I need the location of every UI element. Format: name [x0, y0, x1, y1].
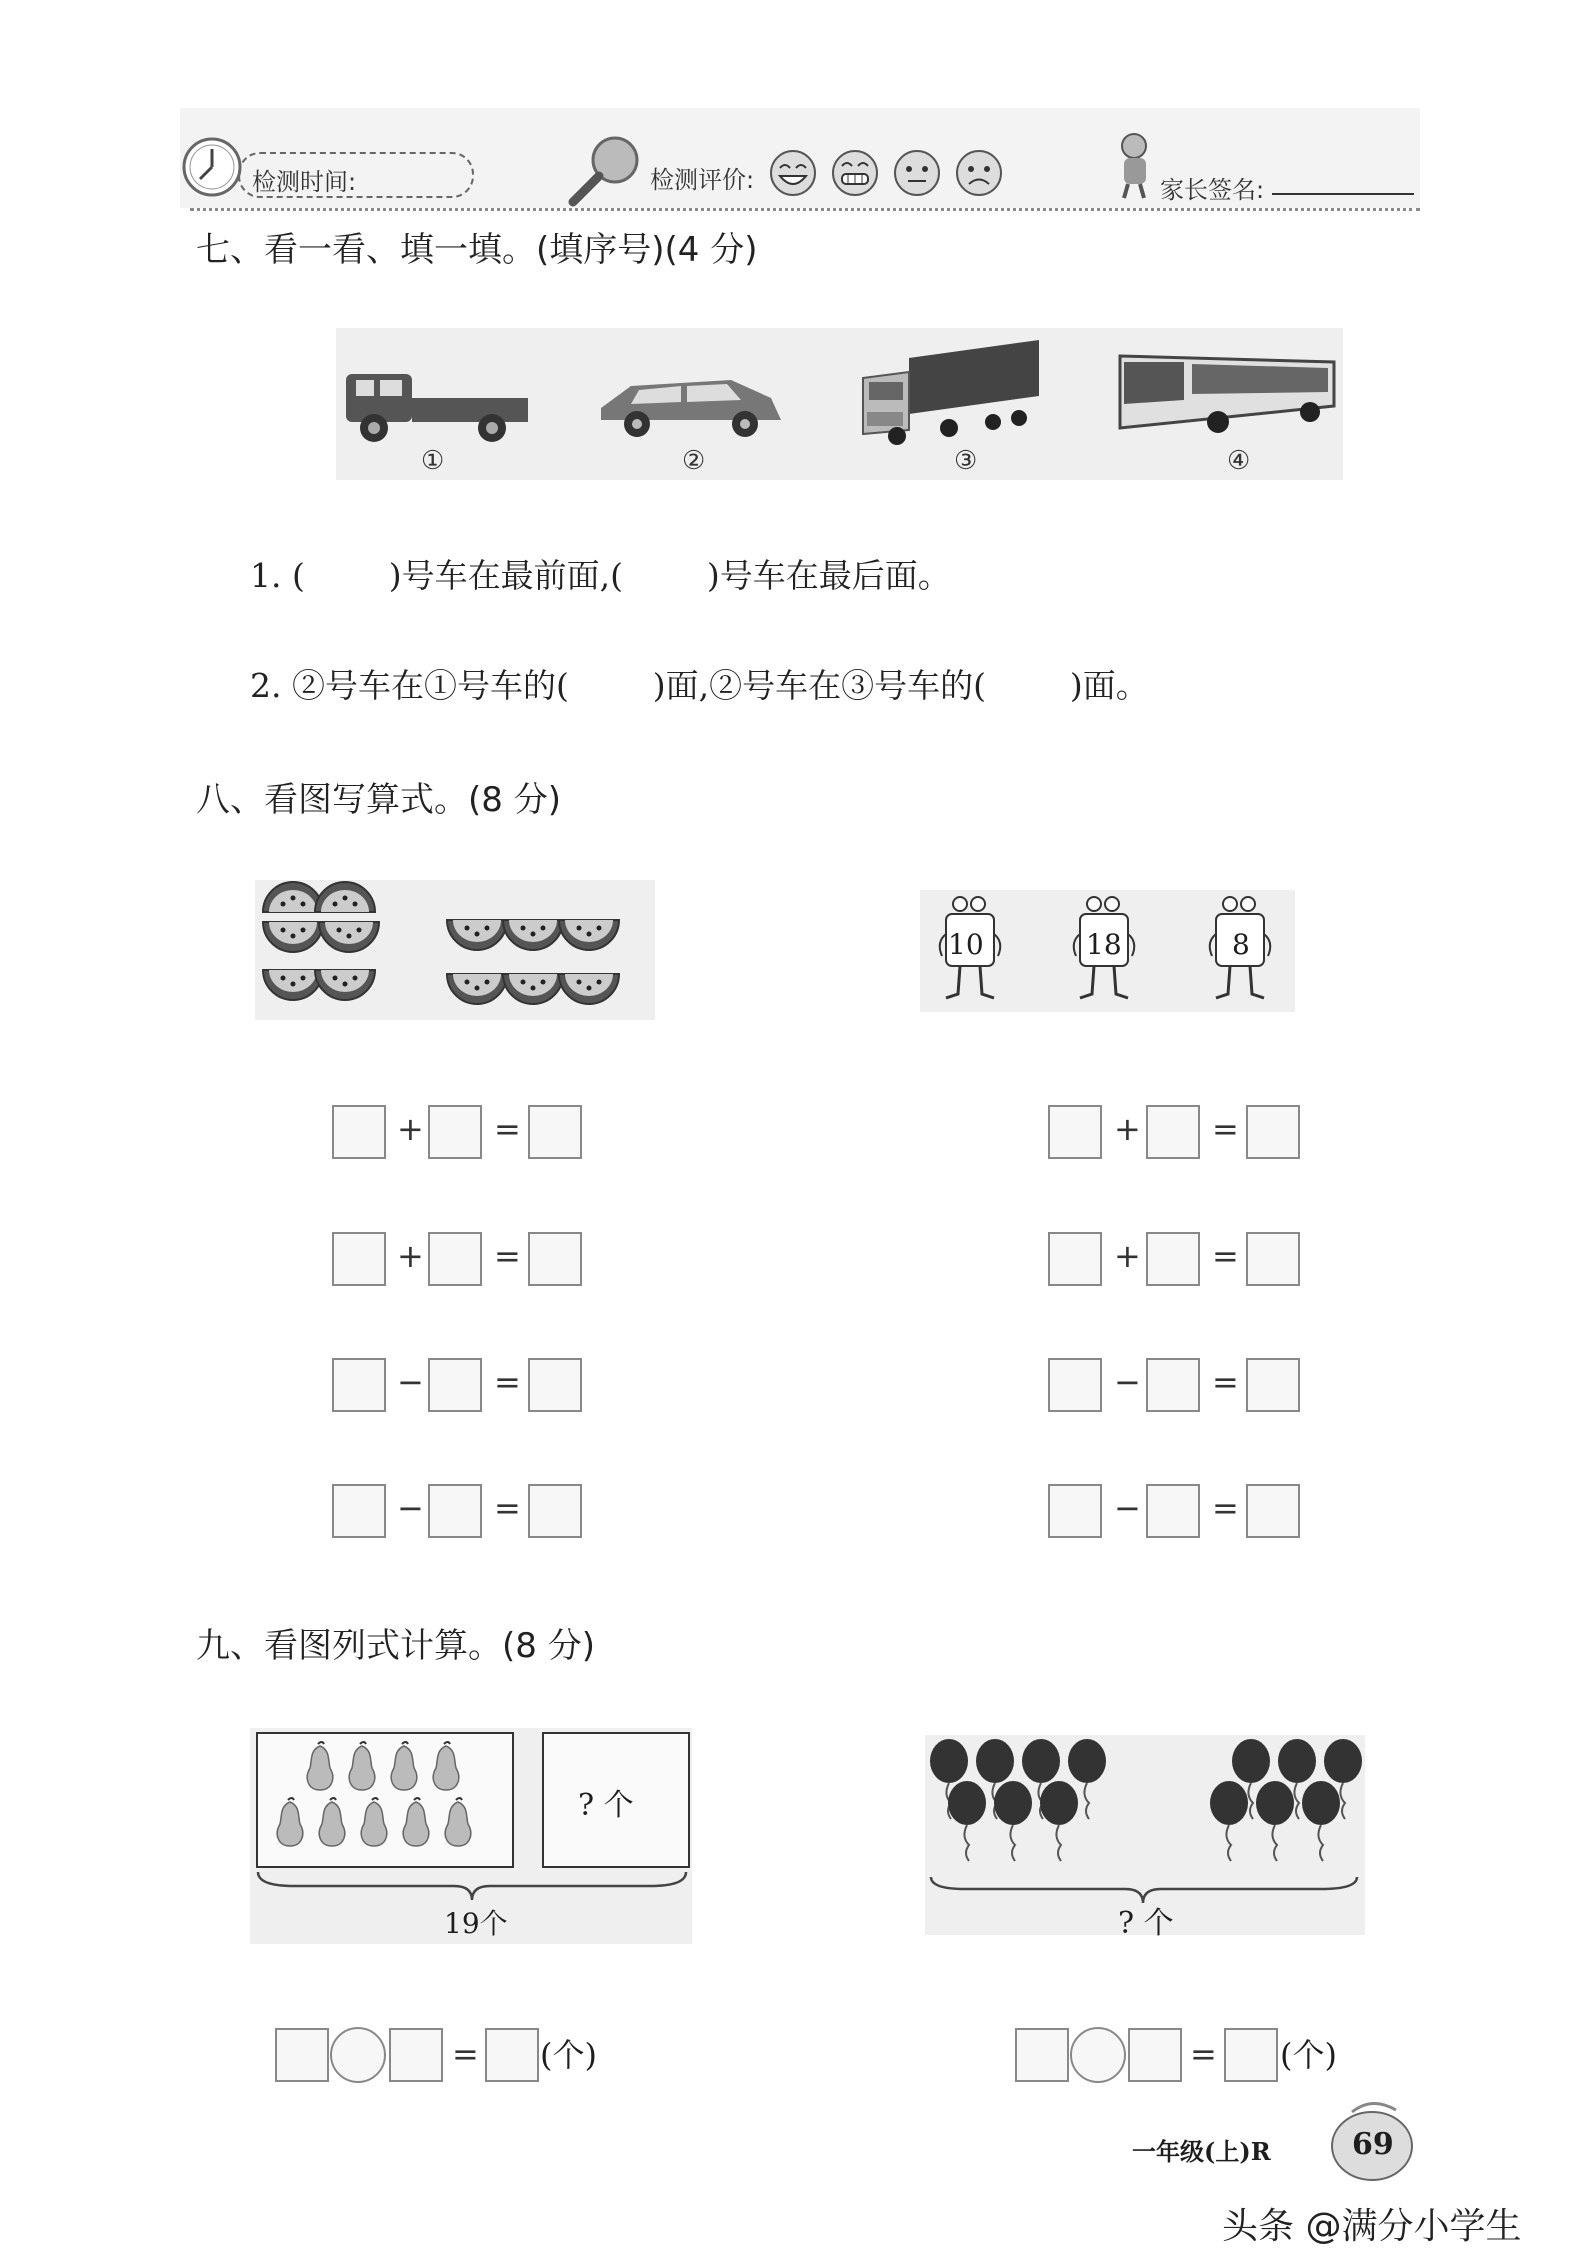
answer-box[interactable]: [1048, 1484, 1102, 1538]
balloon-total-label: ? 个: [1118, 1906, 1174, 1941]
answer-box[interactable]: [528, 1232, 582, 1286]
unknown-box: [542, 1732, 690, 1868]
equals-sign: =: [1212, 1363, 1239, 1401]
answer-box[interactable]: [528, 1105, 582, 1159]
unit-label: (个): [1280, 2036, 1337, 2074]
unit-label: (个): [540, 2036, 597, 2074]
section7-title: 七、看一看、填一填。(填序号)(4 分): [196, 230, 758, 270]
pears-icon: [258, 1734, 512, 1866]
watermelon-picture: [255, 880, 655, 1020]
answer-box[interactable]: [1048, 1105, 1102, 1159]
card-number-3: 8: [1232, 928, 1250, 961]
signature-line[interactable]: [1272, 193, 1414, 195]
equals-sign: =: [494, 1237, 521, 1275]
answer-box[interactable]: [485, 2028, 539, 2082]
answer-box[interactable]: [1146, 1232, 1200, 1286]
equals-sign: =: [1212, 1110, 1239, 1148]
evaluation-label: 检测评价:: [650, 166, 755, 194]
minus-sign: −: [1114, 1489, 1141, 1527]
minus-sign: −: [1114, 1363, 1141, 1401]
crying-face-icon: [957, 151, 1001, 195]
vehicle-label-3: ③: [954, 446, 978, 476]
answer-box[interactable]: [1048, 1358, 1102, 1412]
operator-circle[interactable]: [1070, 2027, 1126, 2083]
pickup-truck-icon: [336, 350, 536, 450]
equals-sign: =: [494, 1110, 521, 1148]
equals-sign: =: [452, 2035, 479, 2073]
answer-box[interactable]: [332, 1105, 386, 1159]
plus-sign: +: [397, 1237, 424, 1275]
operator-circle[interactable]: [330, 2027, 386, 2083]
pears-box: [256, 1732, 514, 1868]
magnifier-icon: [565, 132, 645, 208]
plus-sign: +: [397, 1110, 424, 1148]
equals-sign: =: [1212, 1237, 1239, 1275]
answer-box[interactable]: [1246, 1484, 1300, 1538]
answer-box[interactable]: [1146, 1484, 1200, 1538]
grade-label: 一年级(上)R: [1132, 2137, 1271, 2166]
answer-box[interactable]: [1048, 1232, 1102, 1286]
vehicle-label-4: ④: [1227, 446, 1251, 476]
answer-box[interactable]: [332, 1358, 386, 1412]
question-2: 2. ②号车在①号车的( )面,②号车在③号车的( )面。: [250, 666, 1149, 705]
answer-box[interactable]: [332, 1232, 386, 1286]
section8-title: 八、看图写算式。(8 分): [196, 780, 561, 820]
answer-box[interactable]: [1146, 1358, 1200, 1412]
laughing-face-icon: [771, 151, 815, 195]
vehicle-label-2: ②: [682, 446, 706, 476]
answer-box[interactable]: [389, 2028, 443, 2082]
vehicles-panel: [336, 328, 1343, 480]
answer-box[interactable]: [275, 2028, 329, 2082]
page-number: 69: [1352, 2127, 1394, 2162]
car-icon: [591, 358, 791, 448]
answer-box[interactable]: [428, 1358, 482, 1412]
answer-box[interactable]: [428, 1484, 482, 1538]
equals-sign: =: [1190, 2035, 1217, 2073]
evaluation-faces[interactable]: [768, 148, 1008, 198]
total-label: 19个: [444, 1907, 508, 1940]
answer-box[interactable]: [1015, 2028, 1069, 2082]
card-number-2: 18: [1086, 928, 1122, 961]
kid-mascot-icon: [1112, 130, 1162, 202]
plus-sign: +: [1114, 1237, 1141, 1275]
answer-box[interactable]: [1246, 1358, 1300, 1412]
answer-box[interactable]: [1246, 1232, 1300, 1286]
minus-sign: −: [397, 1489, 424, 1527]
answer-box[interactable]: [1224, 2028, 1278, 2082]
bus-icon: [1114, 332, 1340, 450]
equals-sign: =: [494, 1489, 521, 1527]
answer-box[interactable]: [528, 1358, 582, 1412]
question-1: 1. ( )号车在最前面,( )号车在最后面。: [250, 556, 951, 595]
section9-title: 九、看图列式计算。(8 分): [196, 1626, 595, 1666]
worried-face-icon: [895, 151, 939, 195]
lorry-icon: [853, 334, 1045, 452]
signature-label: 家长签名:: [1160, 176, 1265, 204]
vehicle-label-1: ①: [421, 446, 445, 476]
minus-sign: −: [397, 1363, 424, 1401]
answer-box[interactable]: [332, 1484, 386, 1538]
answer-box[interactable]: [1246, 1105, 1300, 1159]
watermark: 头条 @满分小学生: [1222, 2206, 1522, 2247]
card-number-1: 10: [948, 928, 984, 961]
plus-sign: +: [1114, 1110, 1141, 1148]
answer-box[interactable]: [1128, 2028, 1182, 2082]
number-cards-picture: [920, 890, 1295, 1012]
clock-icon: [180, 135, 244, 199]
time-label: 检测时间:: [252, 168, 357, 196]
answer-box[interactable]: [528, 1484, 582, 1538]
equals-sign: =: [494, 1363, 521, 1401]
equals-sign: =: [1212, 1489, 1239, 1527]
brace-icon: [254, 1868, 690, 1904]
unknown-label: ? 个: [578, 1788, 634, 1823]
header-divider: [190, 208, 1420, 211]
answer-box[interactable]: [428, 1105, 482, 1159]
answer-box[interactable]: [1146, 1105, 1200, 1159]
answer-box[interactable]: [428, 1232, 482, 1286]
grinning-face-icon: [833, 151, 877, 195]
